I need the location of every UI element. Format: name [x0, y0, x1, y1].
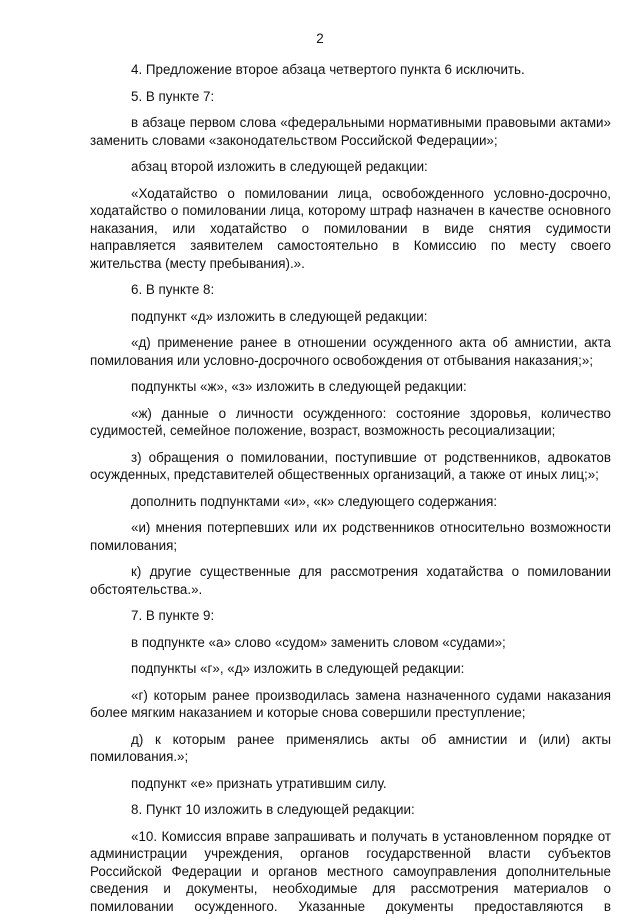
paragraph: «Ходатайство о помиловании лица, освобожденного условно-досрочно, ходатайство о помиловании лица, которому штраф назначен в качестве основного наказания, или ходатайство о помиловании в виде снятия судимости направляется заявителем самостоятельно в Комиссию по месту своего жительства (месту пребывания).». — [90, 185, 611, 271]
page-number: 2 — [316, 31, 324, 46]
paragraph: 8. Пункт 10 изложить в следующей редакции: — [131, 802, 415, 817]
paragraph: к) другие существенные для рассмотрения ходатайства о помиловании обстоятельства.». — [90, 564, 611, 597]
paragraph: «д) применение ранее в отношении осужденного акта об амнистии, акта помилования или условно-досрочного освобождения от отбывания наказания;»; — [90, 335, 611, 368]
paragraph: «г) которым ранее производилась замена назначенного судами наказания более мягким наказанием и которые снова совершили преступление; — [90, 687, 611, 720]
paragraph: «и) мнения потерпевших или их родственников относительно возможности помилования; — [90, 520, 611, 553]
paragraph: 4. Предложение второе абзаца четвертого пункта 6 исключить. — [131, 62, 525, 77]
paragraph: абзац второй изложить в следующей редакции: — [131, 159, 428, 174]
paragraph: подпункт «д» изложить в следующей редакции: — [131, 308, 428, 324]
paragraph: подпункты «ж», «з» изложить в следующей редакции: — [131, 379, 467, 394]
paragraph: «10. Комиссия вправе запрашивать и получать в установленном порядке от администрации учреждения, органов государственной власти субъектов Российской Федерации и органов местного самоуправления дополнительные сведения и документы, необходимые для рассмотрения материалов о помиловании осужденного. Указанные документы предоставляются в — [90, 828, 611, 914]
paragraph: 7. В пункте 9: — [131, 608, 215, 623]
paragraph: дополнить подпунктами «и», «к» следующего содержания: — [131, 493, 498, 509]
paragraph: в подпункте «а» слово «судом» заменить словом «судами»; — [131, 634, 506, 650]
paragraph: в абзаце первом слова «федеральными нормативными правовыми актами» заменить словами «законодательством Российской Федерации»; — [90, 115, 611, 148]
paragraph: 5. В пункте 7: — [131, 88, 215, 104]
document-body — [90, 61, 611, 924]
paragraph: «ж) данные о личности осужденного: состояние здоровья, количество судимостей, семейное положение, возраст, возможность ресоциализации; — [90, 405, 611, 438]
paragraph: 6. В пункте 8: — [131, 282, 215, 297]
paragraph: подпункты «г», «д» изложить в следующей редакции: — [131, 661, 465, 676]
paragraph: з) обращения о помиловании, поступившие от родственников, адвокатов осужденных, представителей общественных организаций, а также от иных лиц;»; — [90, 449, 611, 482]
paragraph: д) к которым ранее применялись акты об амнистии и (или) акты помилования.»; — [90, 731, 611, 764]
paragraph: подпункт «е» признать утратившим силу. — [131, 775, 387, 791]
